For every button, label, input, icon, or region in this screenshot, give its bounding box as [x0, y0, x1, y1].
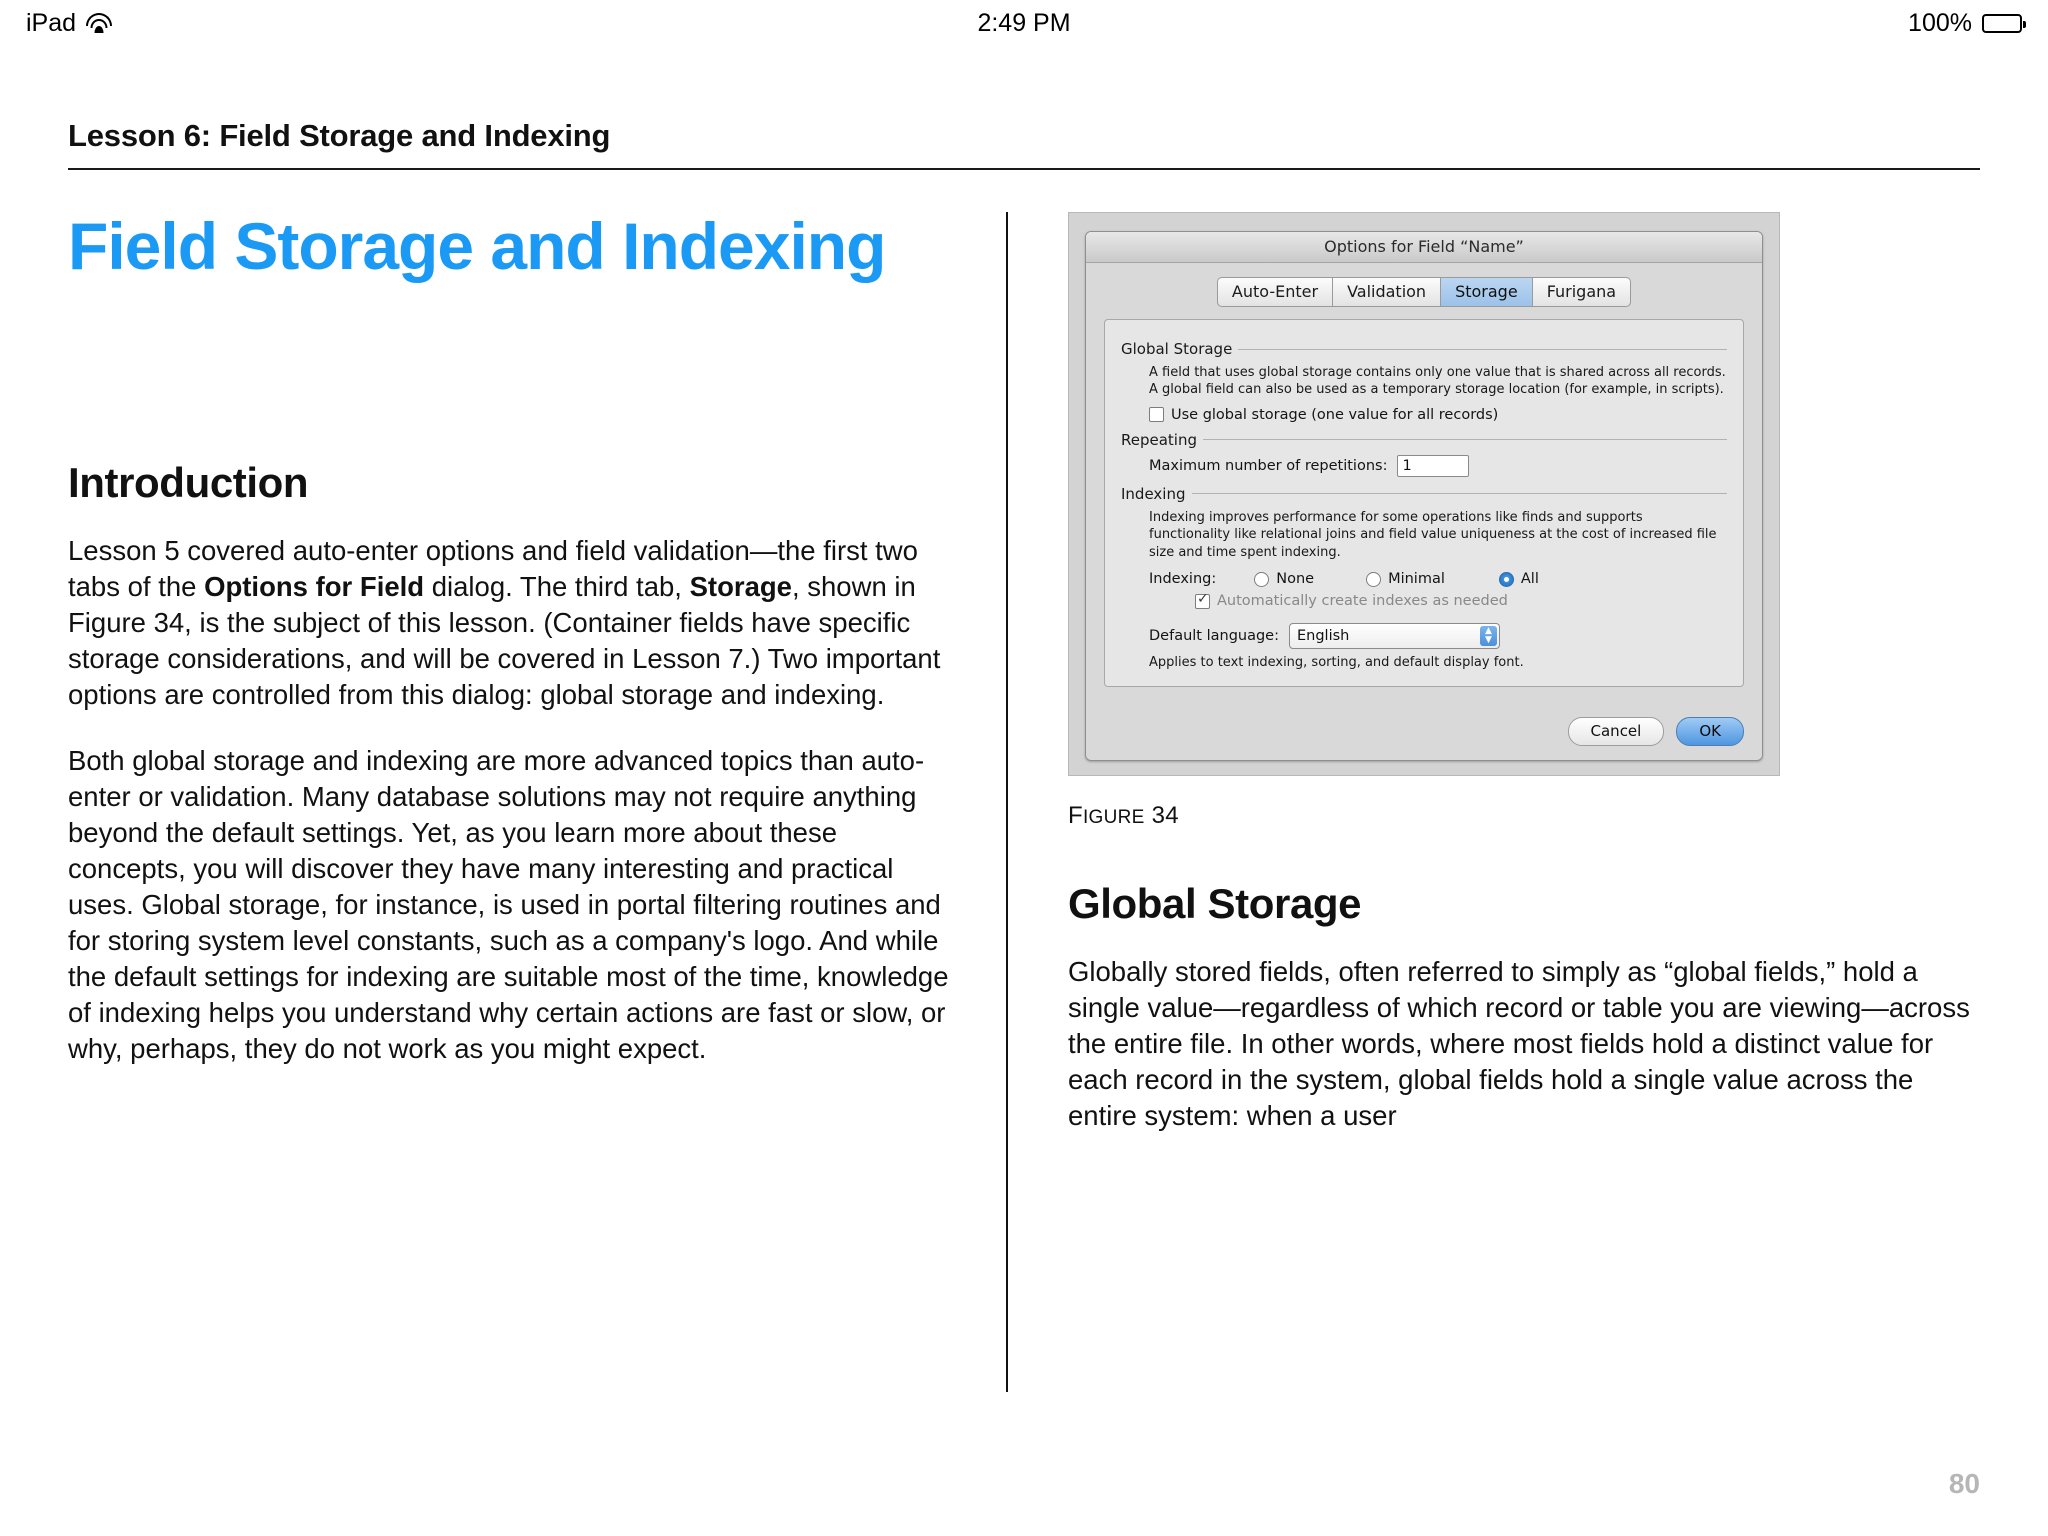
indexing-options-row — [1149, 571, 1727, 587]
introduction-heading: Introduction — [68, 458, 309, 506]
indexing-all-radio[interactable] — [1499, 572, 1514, 587]
wifi-icon — [86, 13, 112, 33]
auto-create-indexes-checkbox[interactable] — [1195, 594, 1210, 609]
battery-full-icon — [1982, 14, 2022, 33]
indexing-option-none[interactable] — [1254, 571, 1314, 587]
intro-p1-part-e: , shown in Figure 34, is the subject of this lesson. (Container fields have specific storage considerations, and will be covered in Lesson 7.) Two important options are controlled from this dialog: global storage and indexing. — [68, 570, 941, 710]
dialog-titlebar: Options for Field “Name” — [1086, 232, 1762, 263]
global-storage-description: A field that uses global storage contains only one value that is shared across all records. A global field can also be used as a temporary storage location (for example, in scripts). — [1149, 365, 1726, 398]
use-global-storage-checkbox[interactable] — [1149, 407, 1164, 422]
dialog-footer — [1086, 701, 1762, 760]
use-global-storage-row[interactable] — [1149, 407, 1727, 423]
status-bar-right — [1908, 9, 2022, 38]
default-language-label: Default language: — [1149, 628, 1279, 645]
repeating-group-text: Repeating — [1121, 430, 1197, 449]
intro-paragraph-1 — [68, 533, 960, 713]
status-bar-clock: 2:49 PM — [977, 8, 1071, 37]
page-columns — [68, 209, 1980, 1392]
group-rule — [1238, 349, 1727, 350]
indexing-option-minimal[interactable] — [1366, 571, 1445, 587]
auto-create-indexes-label: Automatically create indexes as needed — [1217, 593, 1508, 610]
running-head: Lesson 6: Field Storage and Indexing — [68, 118, 611, 153]
indexing-none-radio[interactable] — [1254, 572, 1269, 587]
cancel-button[interactable]: Cancel — [1568, 717, 1665, 746]
tab-storage[interactable]: Storage — [1440, 277, 1532, 307]
ios-status-bar — [0, 0, 2048, 46]
max-repetitions-label: Maximum number of repetitions: — [1149, 457, 1388, 474]
intro-p1-bold-options-for-field: Options for Field — [204, 570, 425, 602]
global-storage-group-text: Global Storage — [1121, 340, 1233, 358]
left-column — [68, 209, 1008, 1392]
book-page — [0, 46, 2048, 1536]
max-repetitions-row — [1149, 455, 1727, 477]
right-column — [1008, 212, 1980, 1392]
indexing-row-label: Indexing: — [1149, 571, 1217, 588]
tab-validation[interactable]: Validation — [1332, 277, 1440, 307]
intro-p1-part-c: dialog. The third tab, — [424, 570, 690, 602]
figure-caption-number: 34 — [1144, 802, 1179, 830]
max-repetitions-input[interactable]: 1 — [1397, 455, 1469, 477]
default-language-value: English — [1296, 628, 1350, 645]
options-for-field-dialog — [1085, 231, 1763, 761]
chapter-title: Field Storage and Indexing — [68, 209, 886, 283]
figure-caption-smallcaps: IGURE — [1082, 807, 1145, 829]
figure-caption — [1068, 802, 1980, 830]
use-global-storage-label: Use global storage (one value for all records) — [1171, 406, 1499, 423]
page-number: 80 — [1948, 1468, 1980, 1499]
tab-furigana[interactable]: Furigana — [1532, 277, 1631, 307]
indexing-none-label: None — [1276, 571, 1315, 588]
dialog-tab-bar — [1104, 277, 1744, 307]
default-language-note: Applies to text indexing, sorting, and default display font. — [1149, 655, 1524, 671]
repeating-group-label — [1121, 431, 1727, 449]
intro-p1-part-a: Lesson 5 covered auto-enter options and field validation—the first two tabs of the — [68, 534, 918, 602]
header-divider — [68, 168, 1980, 170]
indexing-description: Indexing improves performance for some operations like finds and supports functionality like relational joins and field value uniqueness at the cost of increased file size and time spent indexing. — [1149, 509, 1717, 560]
global-storage-group-label — [1121, 340, 1727, 358]
default-language-row — [1149, 623, 1727, 649]
figure-caption-prefix: F — [1068, 802, 1083, 830]
global-storage-heading: Global Storage — [1068, 880, 1362, 928]
status-bar-left — [26, 9, 112, 38]
indexing-minimal-radio[interactable] — [1366, 572, 1381, 587]
title-spacer — [68, 281, 960, 459]
dialog-body — [1086, 263, 1762, 701]
indexing-option-all[interactable] — [1499, 571, 1539, 587]
indexing-group-label — [1121, 485, 1727, 503]
intro-p1-bold-storage: Storage — [689, 570, 792, 602]
battery-percent-label: 100% — [1908, 8, 1972, 37]
auto-create-indexes-row[interactable] — [1195, 593, 1727, 609]
figure-34-image — [1068, 212, 1780, 776]
device-name: iPad — [26, 8, 77, 37]
group-rule — [1203, 439, 1727, 440]
storage-panel — [1104, 319, 1744, 687]
intro-paragraph-2: Both global storage and indexing are more advanced topics than auto-enter or validation. Many database solutions may not require anything beyond the default settings. Yet, as you learn more about these concepts, you will discover they have many interesting and practical uses. Global storage, for instance, is used in portal filtering routines and for storing system level constants, such as a company's logo. And while the default settings for indexing are suitable most of the time, knowledge of indexing helps you understand why certain actions are fast or slow, or why, perhaps, they do not work as you might expect. — [68, 744, 949, 1064]
tab-auto-enter[interactable]: Auto-Enter — [1217, 277, 1332, 307]
group-rule — [1192, 493, 1728, 494]
indexing-group-text: Indexing — [1121, 484, 1186, 503]
global-storage-paragraph-1: Globally stored fields, often referred to simply as “global fields,” hold a single value—regardless of which record or table you are viewing—across the entire file. In other words, where most fields hold a distinct value for each record in the system, global fields hold a single value across the entire system: when a user — [1068, 956, 1970, 1132]
default-language-select[interactable] — [1289, 623, 1500, 649]
ok-button[interactable]: OK — [1676, 717, 1744, 746]
indexing-all-label: All — [1520, 571, 1539, 588]
indexing-minimal-label: Minimal — [1388, 571, 1445, 588]
chevron-updown-icon: ▲ ▼ — [1480, 626, 1497, 646]
